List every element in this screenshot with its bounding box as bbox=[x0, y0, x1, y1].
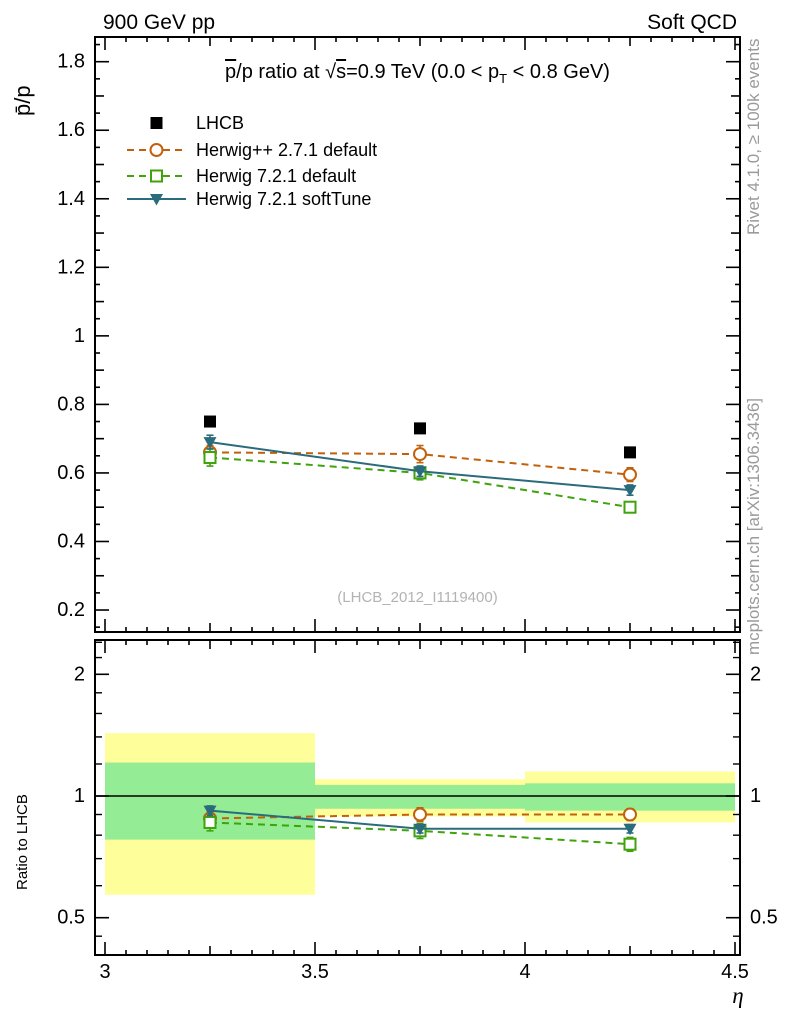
legend-label: Herwig 7.2.1 softTune bbox=[196, 189, 372, 209]
x-axis-title-eta: η bbox=[732, 983, 744, 1008]
uncertainty-band-green bbox=[525, 783, 735, 810]
main-y-tick-label: 0.4 bbox=[57, 530, 85, 553]
legend-label: Herwig++ 2.7.1 default bbox=[196, 140, 378, 160]
main-panel-series bbox=[204, 416, 637, 513]
marker-open-square bbox=[625, 839, 636, 850]
legend-label: LHCB bbox=[196, 113, 245, 133]
ratio-y-tick-label: 2 bbox=[73, 663, 85, 686]
main-y-tick-label: 0.2 bbox=[57, 599, 85, 622]
ratio-y-tick-label: 0.5 bbox=[57, 906, 85, 929]
series-line bbox=[210, 458, 630, 508]
series-herwig-721-softtune bbox=[204, 435, 637, 496]
marker-filled-square bbox=[624, 446, 636, 458]
x-tick-label: 4 bbox=[519, 961, 531, 983]
main-y-tick-label: 0.6 bbox=[57, 461, 85, 484]
main-y-tick-label: 1.8 bbox=[57, 50, 85, 73]
marker-open-circle bbox=[414, 448, 426, 460]
legend bbox=[127, 113, 377, 209]
ratio-y-tick-label: 1 bbox=[750, 785, 762, 807]
header-beam-label: 900 GeV pp bbox=[103, 11, 216, 34]
main-y-tick-label: 1.2 bbox=[57, 256, 85, 279]
marker-filled-square bbox=[414, 422, 426, 434]
mcplots-reference-label: mcplots.cern.ch [arXiv:1306.3436] bbox=[744, 397, 763, 655]
main-y-axis-ticks bbox=[95, 45, 740, 628]
x-tick-label: 3 bbox=[99, 961, 111, 983]
ratio-y-axis-title: Ratio to LHCB bbox=[14, 794, 31, 890]
marker-open-circle bbox=[414, 808, 426, 820]
marker-open-square bbox=[205, 452, 216, 463]
marker-open-circle bbox=[624, 469, 636, 481]
x-tick-label: 4.5 bbox=[721, 961, 749, 983]
marker-open-square bbox=[205, 817, 216, 828]
marker-filled-square bbox=[151, 117, 163, 129]
marker-open-square bbox=[151, 171, 162, 182]
marker-filled-square bbox=[204, 416, 216, 428]
uncertainty-band-green bbox=[315, 785, 525, 809]
marker-open-square bbox=[625, 502, 636, 513]
main-y-tick-label: 0.8 bbox=[57, 393, 85, 416]
pbar-over-p-label: p̄/p bbox=[10, 85, 35, 116]
main-y-tick-label: 1.4 bbox=[57, 187, 85, 210]
marker-filled-triangle-down bbox=[624, 485, 637, 497]
analysis-id-watermark: (LHCB_2012_I1119400) bbox=[337, 589, 498, 606]
header-process-label: Soft QCD bbox=[647, 11, 737, 34]
ratio-y-tick-label: 0.5 bbox=[750, 906, 778, 929]
marker-open-circle bbox=[151, 144, 163, 156]
marker-open-circle bbox=[624, 808, 636, 820]
rivet-version-label: Rivet 4.1.0, ≥ 100k events bbox=[744, 38, 763, 235]
x-tick-label: 3.5 bbox=[301, 961, 329, 983]
ratio-y-tick-label: 2 bbox=[750, 663, 762, 686]
main-y-tick-label: 1 bbox=[73, 324, 85, 347]
main-plot-frame bbox=[95, 37, 740, 632]
ratio-y-tick-label: 1 bbox=[73, 785, 85, 807]
plot-title: $\overline{p}/p$ ratio at √s=0.9 TeV ($0.0 < p_T < 0.8$ GeV) bbox=[225, 61, 610, 86]
main-y-tick-label: 1.6 bbox=[57, 119, 85, 142]
legend-label: Herwig 7.2.1 default bbox=[196, 166, 357, 186]
